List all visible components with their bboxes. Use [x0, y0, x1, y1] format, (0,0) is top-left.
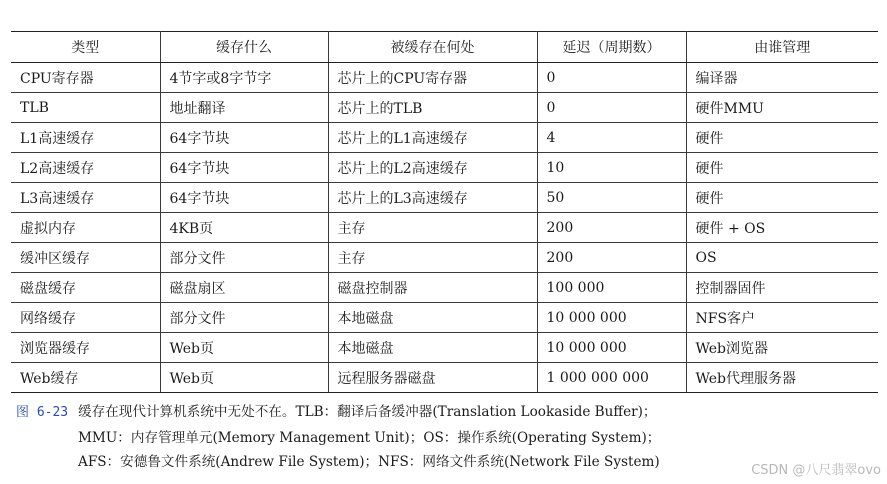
cell-type: 磁盘缓存 — [11, 273, 160, 303]
cell-latency: 50 — [537, 183, 686, 213]
cell-managed-by: Web代理服务器 — [686, 363, 878, 393]
caption-line-2: MMU：内存管理单元(Memory Management Unit)；OS：操作系统(Operating System)； — [78, 429, 661, 446]
cell-latency: 1 000 000 000 — [537, 363, 686, 393]
header-type: 类型 — [11, 32, 160, 63]
cell-latency: 0 — [537, 93, 686, 123]
cell-what-cached: 64字节块 — [160, 153, 328, 183]
cell-what-cached: Web页 — [160, 363, 328, 393]
table-row — [11, 303, 878, 333]
table-header — [11, 32, 878, 63]
table-row — [11, 273, 878, 303]
cell-managed-by: NFS客户 — [686, 303, 878, 333]
cell-what-cached: Web页 — [160, 333, 328, 363]
cell-managed-by: OS — [686, 243, 878, 273]
cell-where-cached: 主存 — [328, 243, 537, 273]
table-row — [11, 123, 878, 153]
cell-where-cached: 芯片上的L1高速缓存 — [328, 123, 537, 153]
cell-where-cached: 本地磁盘 — [328, 333, 537, 363]
caption-text-1: 缓存在现代计算机系统中无处不在。TLB：翻译后备缓冲器(Translation Lookaside Buffer)； — [78, 404, 657, 420]
cell-where-cached: 本地磁盘 — [328, 303, 537, 333]
figure-number: 图 6-23 — [16, 405, 69, 420]
cell-what-cached: 64字节块 — [160, 123, 328, 153]
table-row — [11, 153, 878, 183]
cell-latency: 100 000 — [537, 273, 686, 303]
cell-managed-by: 编译器 — [686, 63, 878, 93]
cell-managed-by: Web浏览器 — [686, 333, 878, 363]
cell-type: TLB — [11, 93, 160, 123]
cell-what-cached: 4节字或8字节字 — [160, 63, 328, 93]
header-what-cached: 缓存什么 — [160, 32, 328, 63]
header-latency: 延迟（周期数） — [537, 32, 686, 63]
cell-type: CPU寄存器 — [11, 63, 160, 93]
header-where-cached: 被缓存在何处 — [328, 32, 537, 63]
cell-managed-by: 硬件MMU — [686, 93, 878, 123]
cell-what-cached: 64字节块 — [160, 183, 328, 213]
table-row — [11, 93, 878, 123]
cell-type: 虚拟内存 — [11, 213, 160, 243]
figure-caption — [16, 400, 878, 475]
table-row — [11, 333, 878, 363]
table-body — [11, 63, 878, 393]
cell-managed-by: 硬件 + OS — [686, 213, 878, 243]
cell-managed-by: 硬件 — [686, 153, 878, 183]
cell-what-cached: 部分文件 — [160, 303, 328, 333]
cell-what-cached: 磁盘扇区 — [160, 273, 328, 303]
cache-table — [11, 31, 878, 393]
cell-latency: 0 — [537, 63, 686, 93]
table-row — [11, 243, 878, 273]
cell-latency: 4 — [537, 123, 686, 153]
cell-where-cached: 芯片上的L2高速缓存 — [328, 153, 537, 183]
table-row — [11, 63, 878, 93]
cell-type: L3高速缓存 — [11, 183, 160, 213]
cell-where-cached: 磁盘控制器 — [328, 273, 537, 303]
cell-latency: 200 — [537, 243, 686, 273]
caption-line-1 — [16, 400, 878, 426]
cell-where-cached: 芯片上的CPU寄存器 — [328, 63, 537, 93]
cell-latency: 10 — [537, 153, 686, 183]
cell-latency: 10 000 000 — [537, 303, 686, 333]
table-row — [11, 183, 878, 213]
cell-what-cached: 4KB页 — [160, 213, 328, 243]
cell-latency: 10 000 000 — [537, 333, 686, 363]
cell-what-cached: 部分文件 — [160, 243, 328, 273]
cell-latency: 200 — [537, 213, 686, 243]
cell-where-cached: 芯片上的L3高速缓存 — [328, 183, 537, 213]
cell-managed-by: 硬件 — [686, 183, 878, 213]
cell-what-cached: 地址翻译 — [160, 93, 328, 123]
table-row — [11, 363, 878, 393]
cell-where-cached: 芯片上的TLB — [328, 93, 537, 123]
caption-line-3: AFS：安德鲁文件系统(Andrew File System)；NFS：网络文件系统(Network File System) — [78, 454, 660, 470]
cell-type: 浏览器缓存 — [11, 333, 160, 363]
cell-type: L1高速缓存 — [11, 123, 160, 153]
table-row — [11, 213, 878, 243]
cell-managed-by: 硬件 — [686, 123, 878, 153]
cell-managed-by: 控制器固件 — [686, 273, 878, 303]
watermark: CSDN @八尺翡翠ovo — [751, 463, 881, 478]
cell-where-cached: 远程服务器磁盘 — [328, 363, 537, 393]
cell-where-cached: 主存 — [328, 213, 537, 243]
cell-type: 网络缓存 — [11, 303, 160, 333]
cell-type: 缓冲区缓存 — [11, 243, 160, 273]
header-row — [11, 32, 878, 63]
cell-type: Web缓存 — [11, 363, 160, 393]
header-managed-by: 由谁管理 — [686, 32, 878, 63]
cell-type: L2高速缓存 — [11, 153, 160, 183]
